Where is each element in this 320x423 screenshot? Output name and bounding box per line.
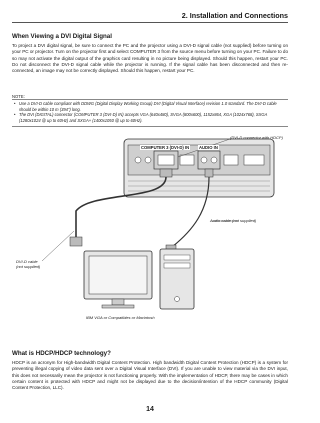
header-divider — [12, 22, 288, 23]
note-label: NOTE: — [12, 94, 25, 99]
pc-tower-illustration — [160, 249, 194, 309]
connection-diagram — [12, 131, 288, 331]
note-divider-top — [12, 99, 288, 100]
section-paragraph-hdcp: HDCP is an acronym for High-bandwidth Digital Content Protection. High bandwidth Digital Content Protection (HDCP) is a system for preventing illegal copying of video data sent over a Digital Visual Interface (DVI). If you are unable to view material via the DVI input, this does not necessarily mean the projector is not functioning properly. With the implementation of HDCP, there may be cases in which certain content is protected with HDCP and might not be displayed due to the decision/intention of the HDCP community (Digital Content Protection, LLC). — [12, 360, 288, 391]
note-item: • The DVI (DIGITAL) connector (COMPUTER 3 (DVI-D) IN) accepts VGA (640x480), SVGA (800x600), 1152x864, XGA (1024x768), SXGA (1280x1024 @ up to 60Hz) and SXGA+ (1400x1050 @ up to 60Hz). — [14, 112, 286, 123]
computer3-port-label: COMPUTER 3 (DVI-D) IN — [141, 145, 190, 150]
page-header — [12, 8, 288, 24]
section-title-hdcp: What is HDCP/HDCP technology? — [12, 350, 111, 357]
pc-monitor-illustration — [84, 251, 152, 308]
chapter-title: 2. Installation and Connections — [181, 11, 288, 20]
page-number: 14 — [146, 406, 154, 413]
note-divider-bottom — [12, 126, 288, 127]
audio-cable-callout: Audio cable (not supplied) — [210, 218, 257, 223]
section-paragraph-dvi: To project a DVI digital signal, be sure to connect the PC and the projector using a DVI-D signal cable (not supplied) before turning on your PC or projector. Turn on the projector first and select COMPUTER 3 from the source menu before turning on your PC. Failure to do so may not activate the digital output of the graphics card resulting in no picture being displayed. Should this happen, restart your PC. Do not disconnect the DVI-D signal cable while the projector is running. If the signal cable has been disconnected and then re-connected, an image may not be correctly displayed. Should this happen, restart your PC. — [12, 43, 289, 74]
pc-caption: IBM VGA or Compatibles or Macintosh — [86, 315, 155, 320]
note-item: • Use a DVI-D cable compliant with DDWG (Digital Display Working Group) DVI (Digital Visual Interface) revision 1.0 standard. The DVI-D cable should be within 10 m (394") long. — [14, 101, 286, 112]
note-list — [14, 101, 286, 123]
audio-port-label: AUDIO IN — [199, 145, 218, 150]
dvi-connector-callout: (DVI-D connector with HDCP) — [230, 135, 283, 140]
connection-diagram-illustration — [12, 131, 288, 331]
section-title-dvi: When Viewing a DVI Digital Signal — [12, 33, 112, 40]
dvi-cable-callout: DVI-D cable (not supplied) — [16, 259, 41, 269]
